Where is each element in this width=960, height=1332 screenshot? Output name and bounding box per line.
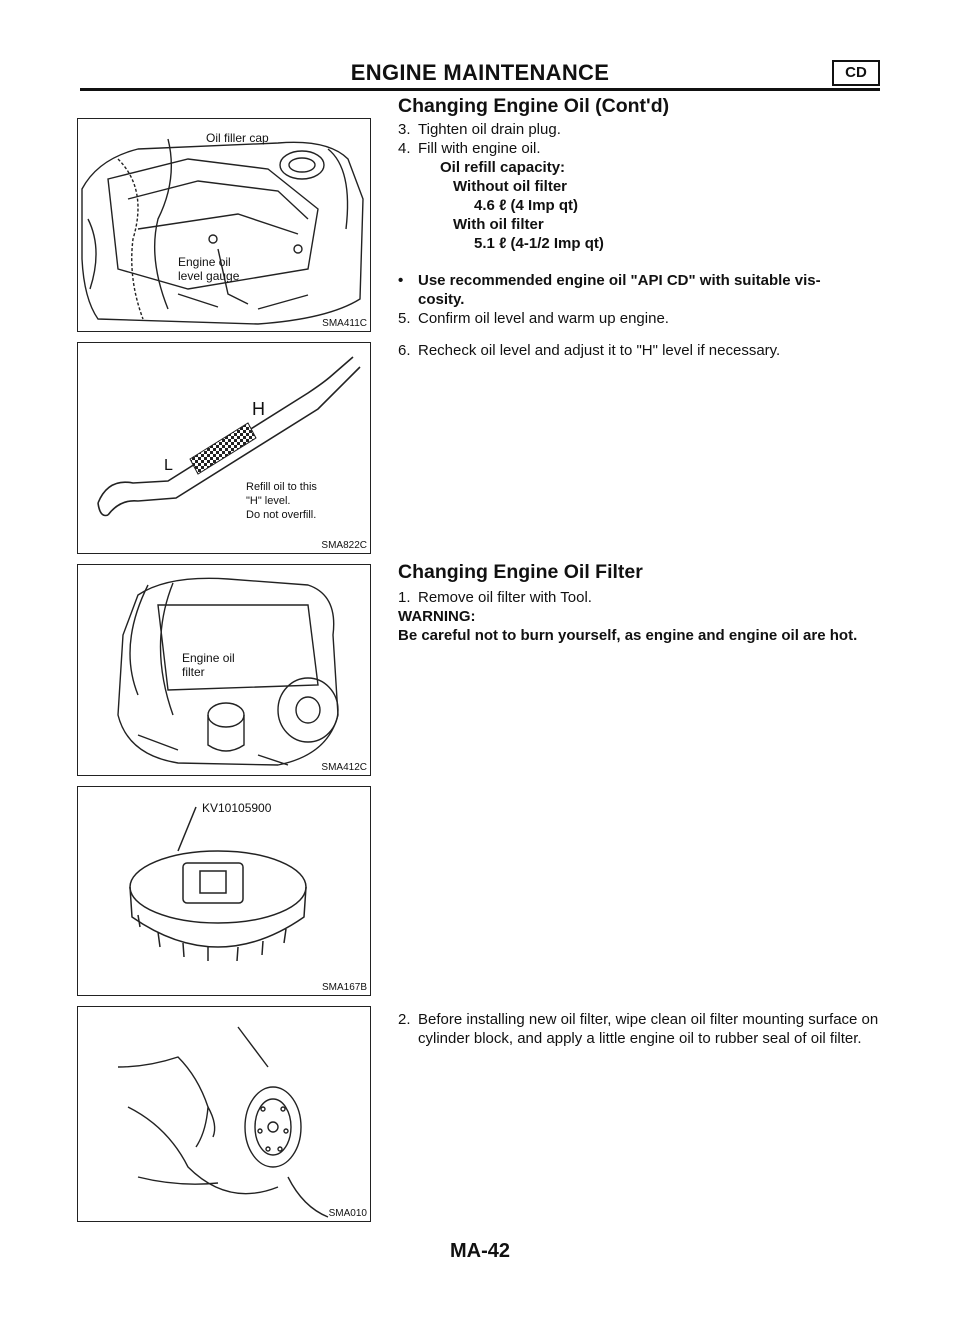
step-text: Confirm oil level and warm up engine. — [418, 310, 669, 327]
engine-block-illustration — [78, 565, 372, 777]
engine-top-illustration — [78, 119, 372, 333]
filter-step-2 — [398, 1010, 888, 1048]
without-filter-label: Without oil filter — [453, 178, 568, 195]
step-number: 3. — [398, 121, 411, 138]
filter-step-1 — [398, 588, 888, 607]
oil-filter-label-line2: filter — [182, 665, 205, 679]
tool-number-label: KV10105900 — [202, 801, 272, 815]
figure-code: SMA412C — [321, 762, 367, 773]
step-text: Fill with engine oil. — [418, 140, 541, 157]
step-number: 2. — [398, 1011, 411, 1028]
figure-code: SMA010 — [328, 1208, 367, 1219]
figure-code: SMA411C — [322, 318, 367, 329]
oil-filter-label-line1: Engine oil — [182, 651, 235, 665]
engine-code-badge: CD — [832, 60, 880, 86]
figure-apply-oil — [77, 1006, 371, 1222]
step-text: Recheck oil level and adjust it to "H" level if necessary. — [418, 342, 781, 359]
dipstick-note-line2: "H" level. — [246, 495, 291, 507]
page-number: MA-42 — [449, 1240, 510, 1262]
step-5 — [398, 309, 888, 328]
oil-level-gauge-label-line2: level gauge — [178, 269, 240, 283]
with-filter-value: 5.1 ℓ (4-1/2 Imp qt) — [474, 235, 604, 252]
dipstick-note-line3: Do not overfill. — [246, 509, 317, 521]
section-title: Changing Engine Oil Filter — [398, 561, 643, 583]
step-number: 5. — [398, 310, 411, 327]
section-install-filter — [398, 1010, 888, 1048]
figure-dipstick — [77, 342, 371, 554]
step-number: 4. — [398, 140, 411, 157]
capacity-title: Oil refill capacity: — [440, 159, 566, 176]
step-6 — [398, 341, 888, 360]
figure-code: SMA167B — [321, 982, 367, 993]
header-rule — [80, 88, 880, 91]
dipstick-l-mark: L — [164, 457, 173, 474]
figure-filter-wrench — [77, 786, 371, 996]
with-filter-label: With oil filter — [453, 216, 544, 233]
step-3 — [398, 120, 888, 139]
step-text: Tighten oil drain plug. — [418, 121, 561, 138]
figure-oil-filter-location — [77, 564, 371, 776]
figure-code: SMA822C — [321, 540, 367, 551]
figure-oil-filler-cap — [77, 118, 371, 332]
section-title: Changing Engine Oil (Cont'd) — [398, 95, 670, 117]
page-title: ENGINE MAINTENANCE — [350, 60, 610, 85]
step-number: 1. — [398, 589, 411, 606]
oil-filler-cap-label: Oil filler cap — [206, 131, 269, 145]
hands-filter-illustration — [78, 1007, 372, 1223]
section-changing-engine-oil — [398, 97, 888, 360]
step-text: Before installing new oil filter, wipe clean oil filter mounting surface on cylinder block, and apply a little engine oil to rubber seal of oil filter. — [418, 1011, 879, 1047]
warning-text: Be careful not to burn yourself, as engine and engine oil are hot. — [398, 627, 858, 644]
without-filter-value: 4.6 ℓ (4 Imp qt) — [474, 197, 579, 214]
dipstick-h-mark: H — [252, 399, 265, 419]
bullet-text-line1: Use recommended engine oil "API CD" with suitable vis- — [418, 272, 821, 289]
dipstick-illustration — [78, 343, 372, 555]
step-4 — [398, 139, 888, 158]
bullet-icon: • — [398, 272, 404, 289]
section-changing-oil-filter — [398, 563, 888, 645]
filter-wrench-illustration — [78, 787, 372, 997]
bullet-text-line2: cosity. — [418, 291, 465, 308]
warning-title: WARNING: — [398, 608, 476, 625]
dipstick-note-line1: Refill oil to this — [246, 481, 317, 493]
step-text: Remove oil filter with Tool. — [418, 589, 592, 606]
step-number: 6. — [398, 342, 411, 359]
oil-level-gauge-label-line1: Engine oil — [178, 255, 231, 269]
bullet-recommended-oil — [398, 271, 888, 290]
